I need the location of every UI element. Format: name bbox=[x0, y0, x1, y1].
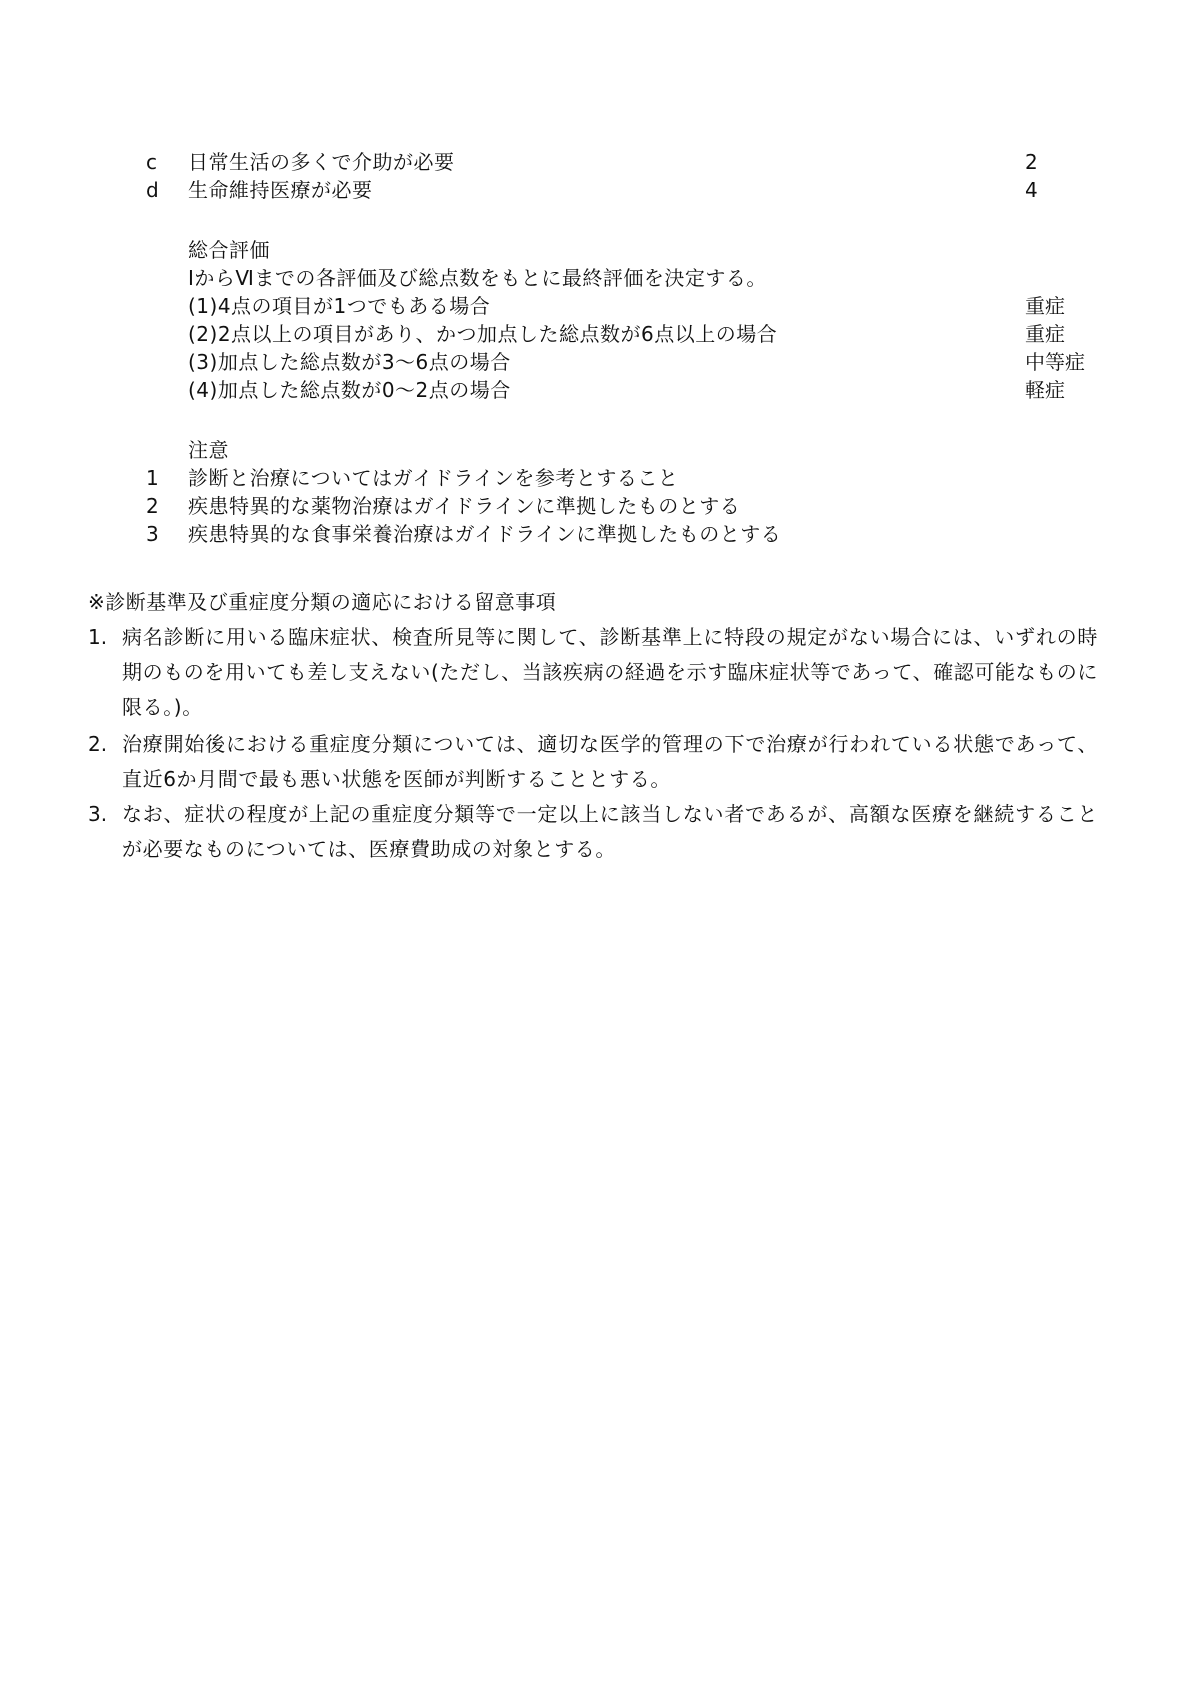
remark-num-1: 1. bbox=[88, 625, 108, 649]
overall-rule-2: (2)2点以上の項目があり、かつ加点した総点数が6点以上の場合 bbox=[188, 322, 778, 346]
remark-item-3 bbox=[88, 797, 1098, 867]
note-text-1: 診断と治療についてはガイドラインを参考とすること bbox=[188, 466, 679, 490]
overall-rule-1-result: 重症 bbox=[1025, 294, 1065, 318]
notes-heading: 注意 bbox=[188, 438, 229, 462]
note-text-2: 疾患特異的な薬物治療はガイドラインに準拠したものとする bbox=[188, 494, 741, 518]
overall-rule-4-result: 軽症 bbox=[1025, 378, 1065, 402]
note-num-1: 1 bbox=[146, 466, 159, 490]
overall-rule-2-result: 重症 bbox=[1025, 322, 1065, 346]
remark-text-3: なお、症状の程度が上記の重症度分類等で一定以上に該当しない者であるが、高額な医療を継続することが必要なものについては、医療費助成の対象とする。 bbox=[122, 802, 1098, 861]
item-mark-d: d bbox=[146, 178, 159, 202]
remark-text-1: 病名診断に用いる臨床症状、検査所見等に関して、診断基準上に特段の規定がない場合には、いずれの時期のものを用いても差し支えない(ただし、当該疾病の経過を示す臨床症状等であって、確認可能なものに限る。)。 bbox=[122, 625, 1099, 719]
remark-item-1 bbox=[88, 620, 1098, 725]
item-score-c: 2 bbox=[1025, 150, 1038, 174]
item-text-c: 日常生活の多くで介助が必要 bbox=[188, 150, 455, 174]
note-num-2: 2 bbox=[146, 494, 159, 518]
overall-rule-3: (3)加点した総点数が3～6点の場合 bbox=[188, 350, 511, 374]
remark-item-2 bbox=[88, 727, 1098, 797]
overall-heading: 総合評価 bbox=[188, 238, 270, 262]
note-text-3: 疾患特異的な食事栄養治療はガイドラインに準拠したものとする bbox=[188, 522, 782, 546]
overall-rule-3-result: 中等症 bbox=[1025, 350, 1085, 374]
overall-rule-4: (4)加点した総点数が0～2点の場合 bbox=[188, 378, 511, 402]
remark-num-2: 2. bbox=[88, 732, 108, 756]
overall-rule-1: (1)4点の項目が1つでもある場合 bbox=[188, 294, 491, 318]
note-num-3: 3 bbox=[146, 522, 159, 546]
item-mark-c: c bbox=[146, 150, 157, 174]
remark-num-3: 3. bbox=[88, 802, 108, 826]
overall-intro: ⅠからⅥまでの各評価及び総点数をもとに最終評価を決定する。 bbox=[188, 266, 767, 290]
remark-text-2: 治療開始後における重症度分類については、適切な医学的管理の下で治療が行われている状態であって、直近6か月間で最も悪い状態を医師が判断することとする。 bbox=[122, 732, 1098, 791]
item-text-d: 生命維持医療が必要 bbox=[188, 178, 373, 202]
item-score-d: 4 bbox=[1025, 178, 1038, 202]
remarks-heading: ※診断基準及び重症度分類の適応における留意事項 bbox=[88, 590, 557, 614]
